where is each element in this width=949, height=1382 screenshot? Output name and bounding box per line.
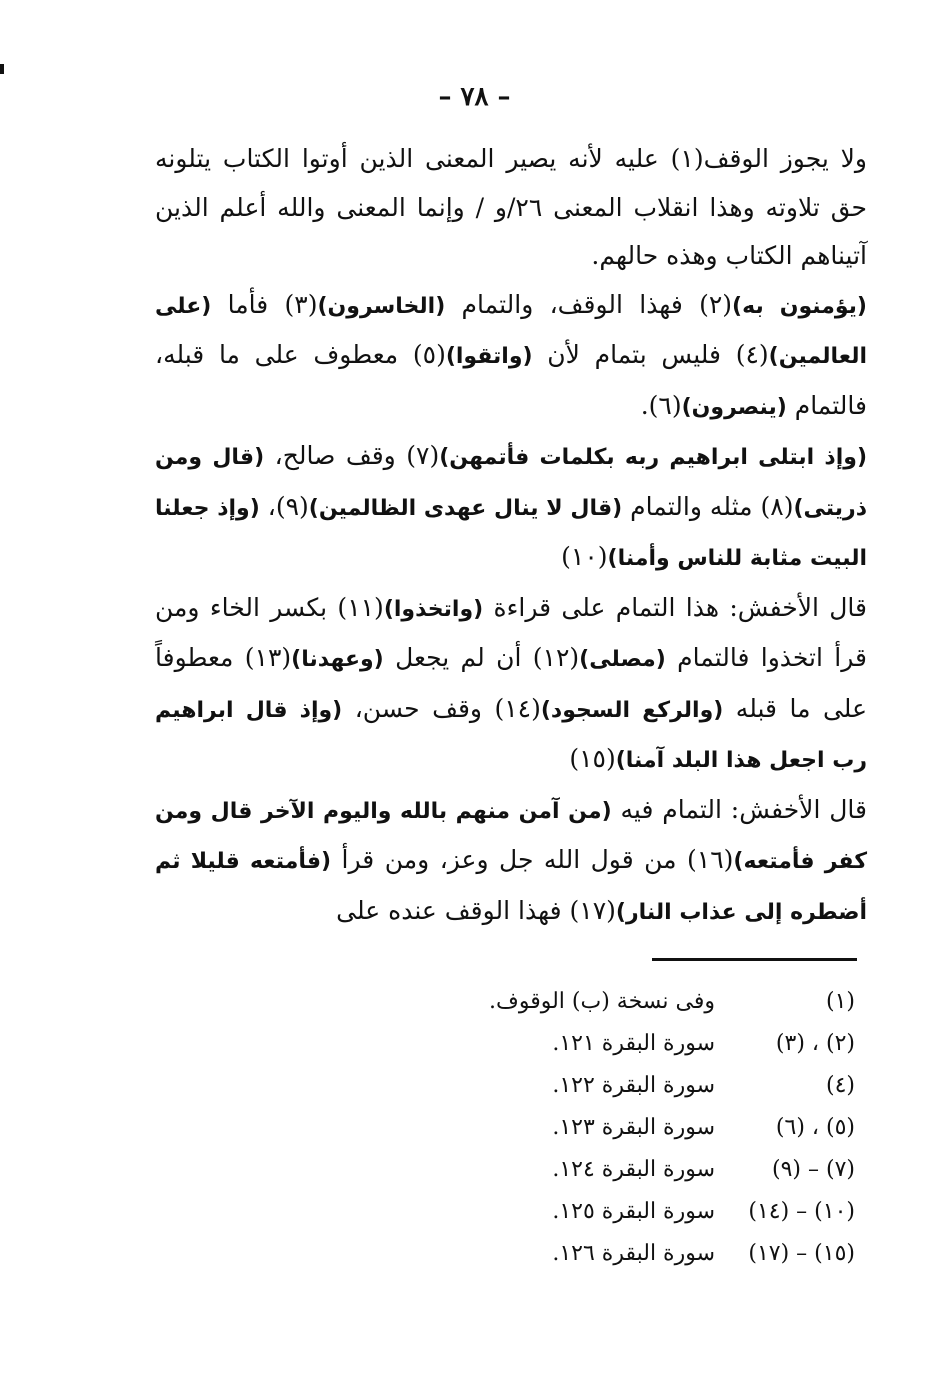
footnote-text: سورة البقرة ١٢٤. xyxy=(552,1156,715,1182)
footnote-number: (٢) ، (٣) xyxy=(775,1030,855,1056)
paragraph xyxy=(155,584,867,786)
quran-quote: (واتقوا) xyxy=(445,344,533,369)
body-text xyxy=(155,135,867,937)
text-segment: قال الأخفش: التمام فيه xyxy=(611,794,867,824)
footnote xyxy=(455,1022,855,1064)
text-segment: (١٧) فهذا الوقف عنده على xyxy=(336,895,616,925)
paragraph xyxy=(155,135,867,281)
footnote-number: (١) xyxy=(825,988,855,1014)
margin-mark xyxy=(0,64,4,74)
quran-quote: (وعهدنا) xyxy=(291,647,384,672)
text-segment: (٤) فليس بتمام لأن xyxy=(532,340,769,369)
footnote-text: سورة البقرة ١٢٦. xyxy=(552,1240,715,1266)
footnote xyxy=(455,1106,855,1148)
text-segment: (١٣) معطوفاً على ما قبله xyxy=(155,643,868,723)
paragraph xyxy=(155,432,867,584)
footnote-text: سورة البقرة ١٢٢. xyxy=(552,1072,715,1098)
quran-quote: (واتخذوا) xyxy=(383,596,484,622)
quran-quote: (وإذ قال ابراهيم رب اجعل هذا البلد آمنا) xyxy=(155,697,867,773)
footnote-text: وفى نسخة (ب) الوقوف. xyxy=(489,988,715,1014)
footnote-separator xyxy=(652,958,857,961)
text-segment: (٥) معطوف على ما قبله، فالتمام xyxy=(155,340,867,420)
quran-quote: (من آمن منهم بالله واليوم الآخر قال ومن كفر فأمتعه) xyxy=(155,798,868,874)
footnote xyxy=(455,980,855,1022)
quran-quote: (يؤمنون به) xyxy=(732,293,867,319)
quran-quote: (وإذ جعلنا البيت مثابة للناس وأمنا) xyxy=(155,495,867,571)
footnote-number: (٥) ، (٦) xyxy=(775,1114,855,1140)
page-number: – ٧٨ – xyxy=(438,82,511,112)
text-segment: (٧) وقف صالح، xyxy=(264,441,440,470)
text-segment: ولا يجوز الوقف(١) عليه لأنه يصير المعنى الذين أوتوا الكتاب يتلونه حق تلاوته وهذا انقلاب المعنى ٢٦/و / وإنما المعنى والله أعلم الذين آتيناهم الكتاب وهذه حالهم. xyxy=(155,144,868,270)
quran-quote: (على العالمين) xyxy=(155,293,867,369)
text-segment: (٨) مثله والتمام xyxy=(622,491,794,521)
text-segment: (٣) فأما xyxy=(211,289,318,319)
footnote-number: (٧) – (٩) xyxy=(772,1156,855,1182)
quran-quote: (الخاسرون) xyxy=(317,293,446,319)
text-segment: (١٥) xyxy=(569,744,616,773)
quran-quote: (قال لا ينال عهدى الظالمين) xyxy=(308,495,623,521)
quran-quote: (وإذ ابتلى ابراهيم ربه بكلمات فأتمهن) xyxy=(439,445,867,470)
text-segment: قال الأخفش: هذا التمام على قراءة xyxy=(483,592,867,622)
text-segment: (١٢) أن لم يجعل xyxy=(383,643,580,672)
footnote-text: سورة البقرة ١٢٣. xyxy=(552,1114,715,1140)
footnote-number: (١٠) – (١٤) xyxy=(748,1198,855,1224)
footnote xyxy=(455,1232,855,1274)
footnote xyxy=(455,1190,855,1232)
quran-quote: (والركع السجود) xyxy=(540,697,724,723)
quran-quote: (فأمتعه قليلا ثم أضطره إلى عذاب النار) xyxy=(155,849,867,925)
text-segment: (١٦) من قول الله جل وعز، ومن قرأ xyxy=(331,845,734,874)
text-segment: (٢) فهذا الوقف، والتمام xyxy=(445,289,733,319)
quran-quote: (مصلى) xyxy=(579,647,666,672)
text-segment: (١٤) وقف حسن، xyxy=(342,693,541,723)
text-segment: (٩)، xyxy=(259,491,309,521)
text-segment: (١٠) xyxy=(561,542,608,571)
footnote xyxy=(455,1148,855,1190)
footnote-number: (١٥) – (١٧) xyxy=(748,1240,855,1266)
footnote-text: سورة البقرة ١٢١. xyxy=(552,1030,715,1056)
quran-quote: (قال ومن ذريتى) xyxy=(155,445,867,521)
footnote-text: سورة البقرة ١٢٥. xyxy=(552,1198,715,1224)
text-segment: (٦). xyxy=(640,390,682,420)
text-segment: (١١) بكسر الخاء ومن قرأ اتخذوا فالتمام xyxy=(155,592,867,672)
footnote xyxy=(455,1064,855,1106)
paragraph xyxy=(155,786,867,938)
footnotes xyxy=(455,980,855,1274)
quran-quote: (ينصرون) xyxy=(681,394,787,420)
paragraph xyxy=(155,281,867,433)
footnote-number: (٤) xyxy=(825,1072,855,1098)
